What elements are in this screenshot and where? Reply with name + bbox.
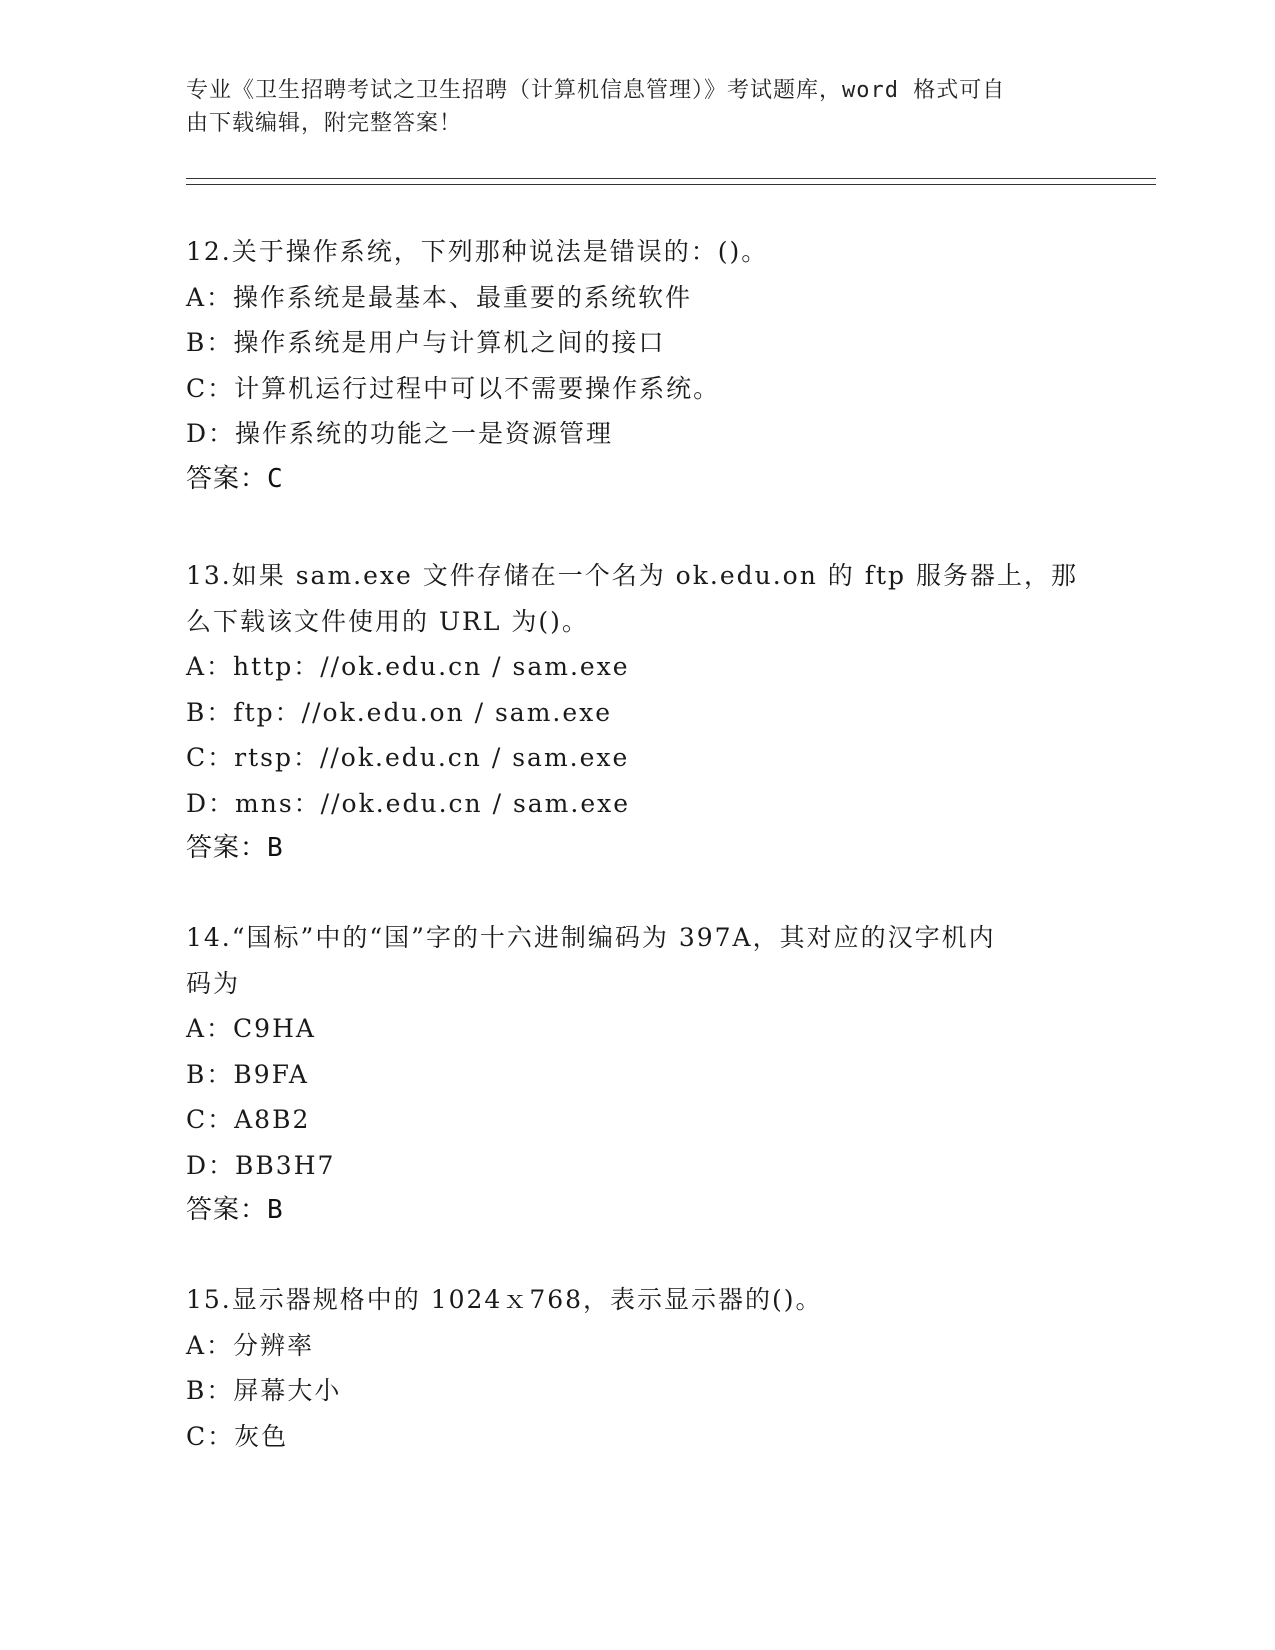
option-a: A：C9HA [186, 1014, 316, 1043]
option-c: C：计算机运行过程中可以不需要操作系统。 [186, 373, 721, 403]
document-header [186, 74, 1086, 140]
option-d: D：mns：//ok.edu.cn / sam.exe [186, 788, 631, 818]
option-d: D：BB3H7 [186, 1150, 336, 1180]
option-a: A：分辨率 [186, 1330, 315, 1360]
question-14 [186, 915, 1086, 1234]
option-d: D：操作系统的功能之一是资源管理 [186, 419, 614, 448]
answer-line: 答案：B [186, 833, 284, 863]
header-line-1: 专业《卫生招聘考试之卫生招聘（计算机信息管理）》考试题库，word 格式可自 [186, 78, 1006, 103]
answer-line: 答案：C [186, 463, 284, 494]
question-13 [186, 553, 1086, 872]
option-b: B：B9FA [186, 1059, 309, 1089]
question-stem: 12.关于操作系统，下列那种说法是错误的：()。 [186, 237, 769, 266]
option-a: A：操作系统是最基本、最重要的系统软件 [186, 282, 693, 312]
option-b: B：操作系统是用户与计算机之间的接口 [186, 328, 666, 357]
option-c: C：A8B2 [186, 1105, 311, 1134]
header-divider [186, 178, 1156, 185]
question-stem-continued: 码为 [186, 968, 241, 998]
option-c: C：rtsp：//ok.edu.cn / sam.exe [186, 743, 630, 772]
option-b: B：屏幕大小 [186, 1376, 342, 1405]
question-stem: 14.“国标”中的“国”字的十六进制编码为 397A，其对应的汉字机内 [186, 923, 996, 952]
header-line-2: 由下载编辑，附完整答案！ [186, 111, 463, 136]
option-a: A：http：//ok.edu.cn / sam.exe [186, 652, 630, 681]
question-12 [186, 229, 1086, 502]
answer-line: 答案：B [186, 1195, 284, 1225]
question-stem: 13.如果 sam.exe 文件存储在一个名为 ok.edu.on 的 ftp 服务器上，那 [186, 561, 1078, 590]
question-stem-continued: 么下载该文件使用的 URL 为()。 [186, 606, 589, 636]
option-c: C：灰色 [186, 1421, 289, 1451]
question-stem: 15.显示器规格中的 1024ｘ768，表示显示器的()。 [186, 1285, 823, 1314]
option-b: B：ftp：//ok.edu.on / sam.exe [186, 697, 613, 727]
question-15 [186, 1277, 1086, 1459]
